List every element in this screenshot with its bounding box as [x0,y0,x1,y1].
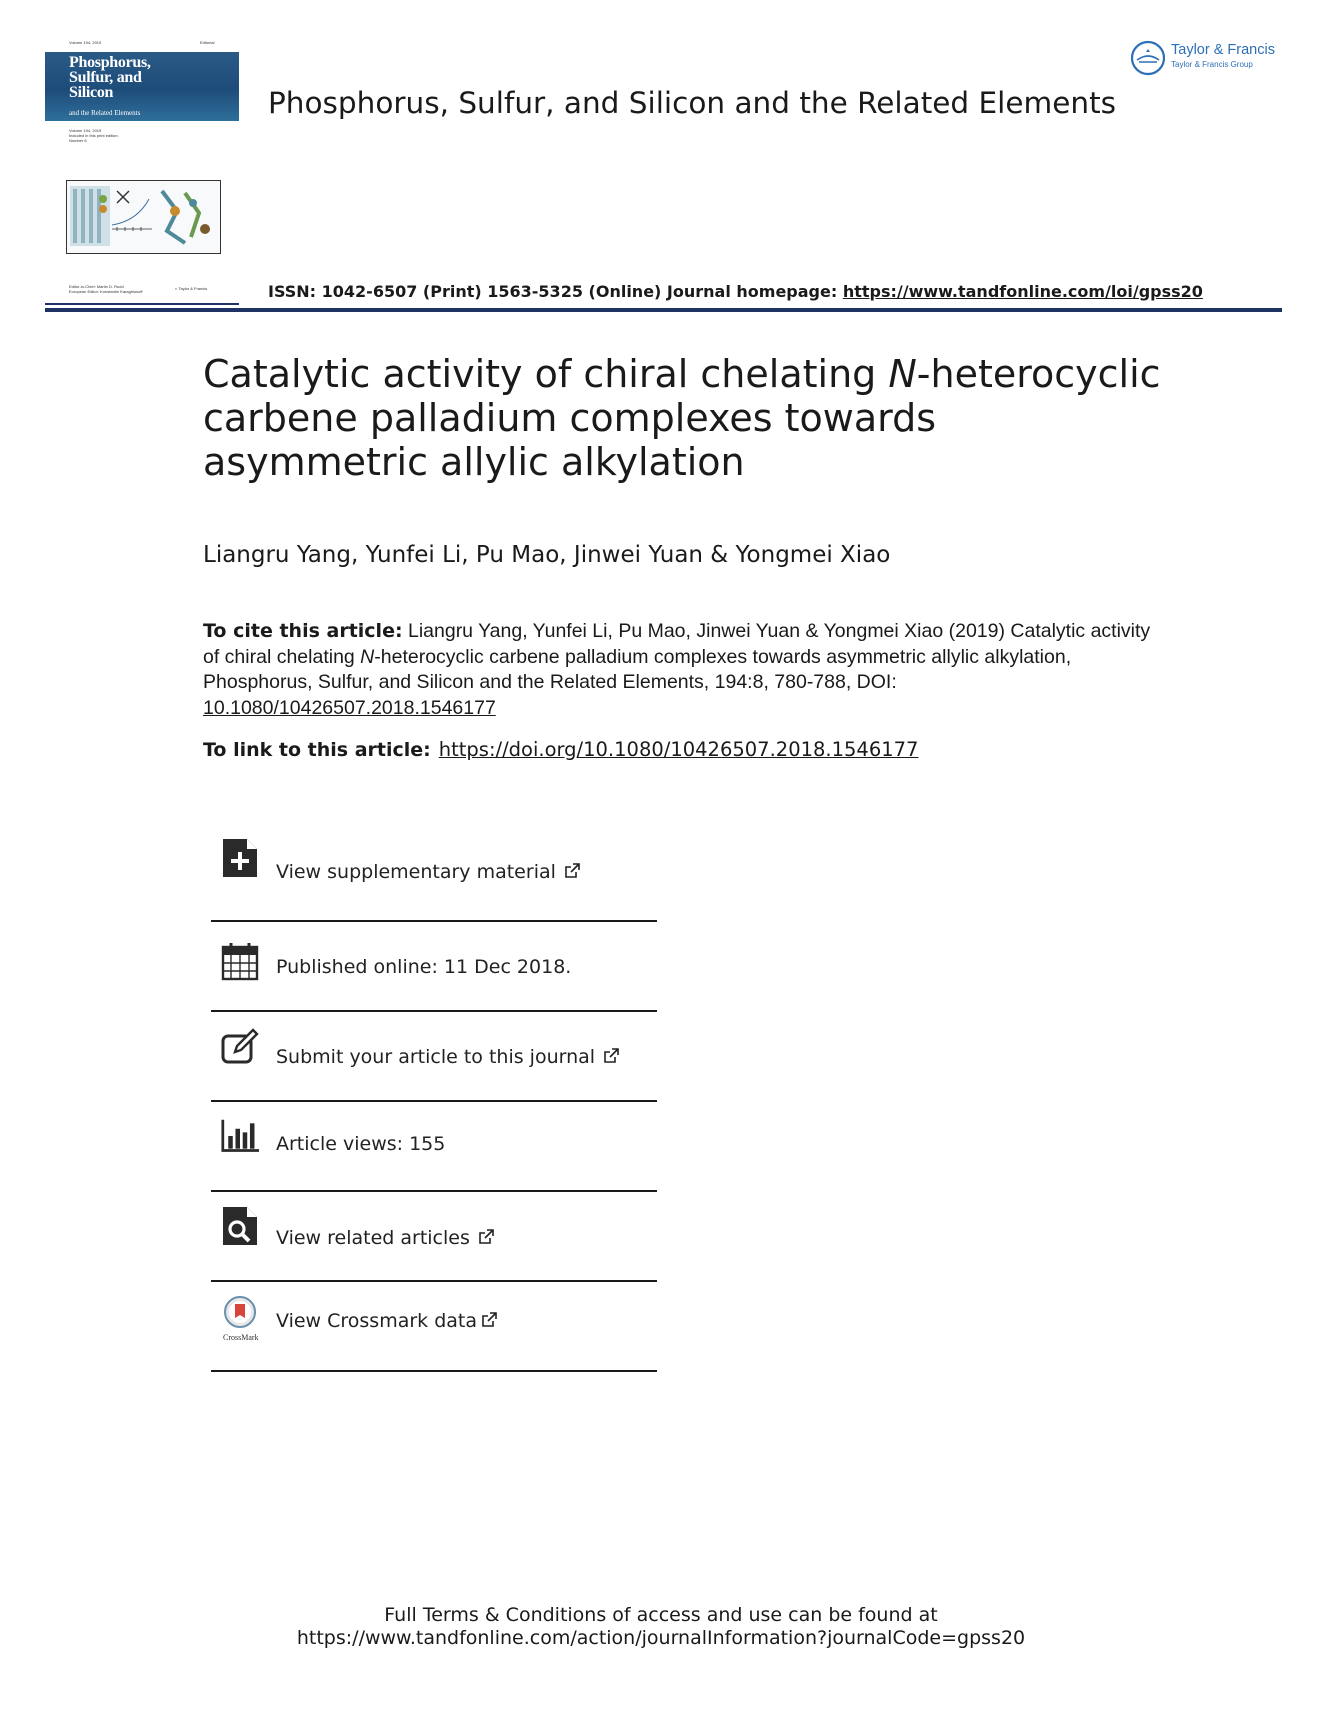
article-link-url[interactable]: https://doi.org/10.1080/10426507.2018.1546177 [438,738,919,761]
search-document-icon [221,1206,259,1246]
header-divider [45,308,1282,312]
submit-article-label[interactable] [276,1046,619,1068]
cover-publisher-icon: ◐ [175,286,178,291]
cover-publisher-logo [175,286,207,291]
external-link-icon [603,1048,619,1064]
article-views-row [211,1102,657,1192]
citation-italic: N [360,645,375,668]
cover-volume-line: Volume 194, 2019 [69,40,102,45]
crossmark-label[interactable] [276,1310,497,1332]
article-views-label: Article views: 155 [276,1133,446,1155]
cover-title-band [45,52,239,121]
issn-text: ISSN: 1042-6507 (Print) 1563-5325 (Online) Journal homepage: [268,282,843,301]
related-articles-row[interactable] [211,1192,657,1282]
supplementary-material-text: View supplementary material [276,861,556,883]
citation-block [203,619,1163,721]
publisher-name: Taylor & Francis [1171,42,1275,58]
cover-subtitle: and the Related Elements [69,109,141,117]
cover-issue-tag: Editorial [200,40,215,45]
terms-footer [0,1604,1322,1650]
article-title [203,352,1163,484]
cover-meta-line: Number 8 [69,138,87,143]
article-link-line [203,738,918,761]
publisher-group: Taylor & Francis Group [1171,60,1253,69]
cover-title-line: Silicon [69,84,114,101]
article-actions-panel [211,838,657,1372]
issn-line [268,282,1203,301]
cover-meta-line: Included in this print edition: [69,133,119,138]
article-title-text: Catalytic activity of chiral chelating [203,352,889,396]
cover-title-line: Sulfur, and [69,69,142,86]
terms-footer-url[interactable]: https://www.tandfonline.com/action/journalInformation?journalCode=gpss20 [296,1627,1026,1649]
external-link-icon [481,1312,497,1328]
article-link-lead: To link to this article: [203,739,431,761]
crossmark-icon [221,1296,259,1336]
journal-cover-thumbnail [45,40,239,295]
cover-editors [69,284,143,294]
submit-article-row[interactable] [211,1012,657,1102]
edit-icon [221,1026,259,1066]
calendar-icon [221,941,259,981]
supplementary-material-label[interactable] [276,861,580,883]
crossmark-caption: CrossMark [223,1333,259,1342]
citation-lead: To cite this article: [203,620,403,642]
external-link-icon [564,863,580,879]
supplementary-material-row[interactable] [211,838,657,922]
crossmark-row[interactable] [211,1282,657,1372]
cover-artwork [66,180,221,254]
file-plus-icon [221,838,259,878]
terms-footer-line: Full Terms & Conditions of access and use can be found at [384,1604,938,1626]
cover-title [69,55,151,100]
publisher-logo-icon [1130,40,1166,76]
journal-title: Phosphorus, Sulfur, and Silicon and the Related Elements [268,86,1117,120]
cover-editor-line: European Editor: Konstantin Karaghiosoff [69,289,143,294]
citation-text: Liangru Yang, Yunfei Li, Pu Mao, Jinwei Yuan & Yongmei Xiao (2019) Catalytic activity of chiral chelating [203,620,1151,668]
publisher-logo[interactable] [1130,38,1290,78]
header-divider-accent [45,303,239,305]
published-online-row [211,922,657,1012]
bar-chart-icon [221,1116,259,1156]
crossmark-text: View Crossmark data [276,1310,478,1332]
related-articles-text: View related articles [276,1227,470,1249]
citation-text: -heterocyclic carbene palladium complexes towards asymmetric allylic alkylation, Phosphorus, Sulfur, and Silicon and the Related Elements, 194:8, 780-788, DOI: [203,645,1072,693]
journal-homepage-link[interactable]: https://www.tandfonline.com/loi/gpss20 [842,282,1203,301]
cover-title-line: Phosphorus, [69,54,151,71]
cover-publisher-name: Taylor & Francis [178,286,208,291]
article-authors: Liangru Yang, Yunfei Li, Pu Mao, Jinwei Yuan & Yongmei Xiao [203,542,891,568]
submit-article-text: Submit your article to this journal [276,1046,596,1068]
cover-artwork-graphic [67,181,220,253]
published-online-label: Published online: 11 Dec 2018. [276,956,572,978]
article-title-text: -heterocyclic carbene palladium complexes towards asymmetric allylic alkylation [203,352,1161,484]
cover-meta-line: Volume 194, 2019 [69,128,102,133]
article-title-italic: N [888,352,917,396]
citation-doi-link[interactable]: 10.1080/10426507.2018.1546177 [203,696,496,719]
cover-editor-line: Editor-in-Chief: Martin D. Rudd [69,284,124,289]
cover-meta [69,128,119,143]
external-link-icon [478,1229,494,1245]
related-articles-label[interactable] [276,1227,494,1249]
